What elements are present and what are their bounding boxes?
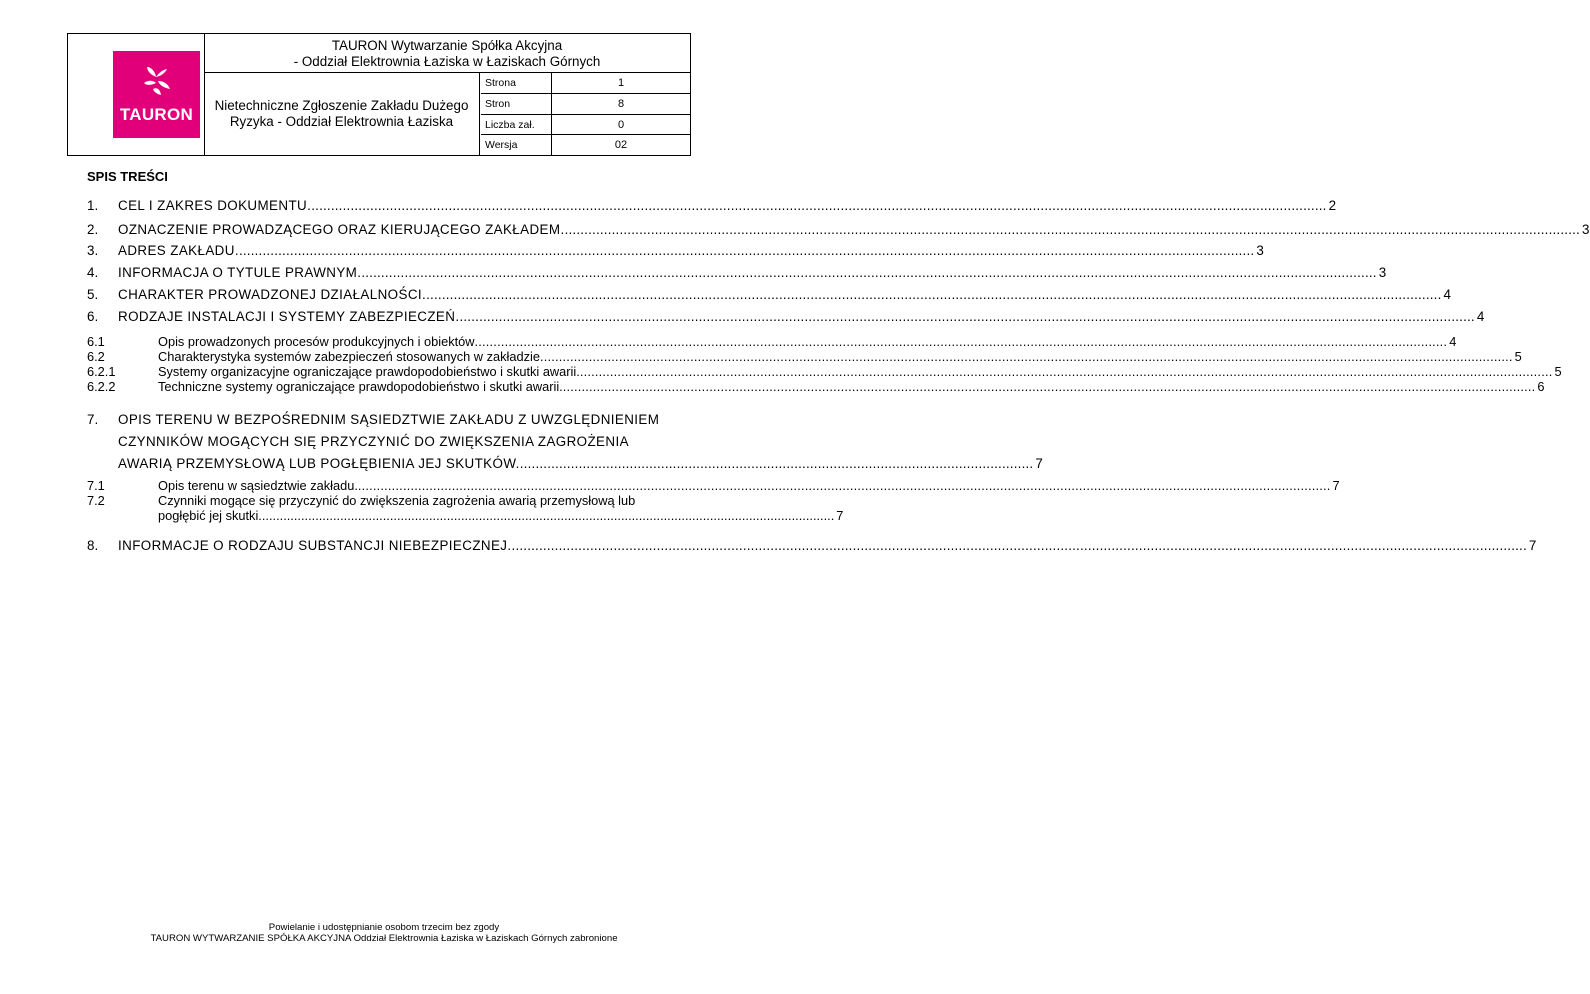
toc-page-number: 3 bbox=[1256, 243, 1265, 258]
toc-title: Opis prowadzonych procesów produkcyjnych i obiektów bbox=[158, 334, 475, 349]
footer-line-2: TAURON WYTWARZANIE SPÓŁKA AKCYJNA Oddział Elektrownia Łaziska w Łaziskach Górnych zabronione bbox=[150, 933, 618, 944]
footer-line-1: Powielanie i udostępnianie osobom trzecim bez zgody bbox=[268, 922, 500, 933]
toc-number: 4. bbox=[87, 265, 99, 280]
dot-leader bbox=[565, 222, 1580, 237]
dot-leader bbox=[540, 349, 1513, 364]
meta-label: Liczba zał. bbox=[481, 115, 552, 135]
toc-title-line: OPIS TERENU W BEZPOŚREDNIM SĄSIEDZTWIE ZAKŁADU Z UWZGLĘDNIENIEM bbox=[118, 412, 660, 427]
toc-number: 3. bbox=[87, 243, 99, 258]
toc-title: Charakterystyka systemów zabezpieczeń stosowanych w zakładzie bbox=[158, 349, 540, 364]
toc-number: 8. bbox=[87, 538, 99, 553]
toc-number: 6.2.1 bbox=[87, 364, 116, 379]
toc-entry-3[interactable] bbox=[87, 243, 1265, 260]
toc-page-number: 7 bbox=[836, 508, 844, 523]
toc-entry-8[interactable] bbox=[87, 538, 1537, 555]
document-title bbox=[204, 73, 480, 155]
toc-entry-7-1[interactable] bbox=[87, 478, 1340, 493]
toc-page-number: 4 bbox=[1449, 334, 1457, 349]
toc-number: 6. bbox=[87, 309, 99, 324]
meta-label: Stron bbox=[481, 94, 552, 114]
dot-leader bbox=[239, 243, 1254, 258]
toc-entry-6[interactable] bbox=[87, 309, 1485, 326]
toc-number: 2. bbox=[87, 222, 99, 237]
document-meta-table bbox=[481, 73, 690, 155]
toc-entry-7[interactable] bbox=[87, 412, 1044, 474]
meta-value: 8 bbox=[617, 98, 625, 110]
dot-leader: ................................................................................................................................................................. bbox=[261, 508, 835, 523]
toc-page-number: 7 bbox=[1035, 456, 1044, 471]
toc-title: ADRES ZAKŁADU. bbox=[118, 243, 239, 258]
dot-leader: ................................................................................................................................... bbox=[519, 456, 1034, 471]
toc-page-number: 5 bbox=[1554, 364, 1562, 379]
toc-page-number: 5 bbox=[1514, 349, 1522, 364]
tauron-mark-icon bbox=[138, 63, 176, 101]
toc-heading: SPIS TREŚCI bbox=[87, 169, 168, 184]
toc-page-number: 3 bbox=[1581, 222, 1590, 237]
toc-number: 7.2 bbox=[87, 493, 105, 508]
dot-leader bbox=[311, 198, 1326, 213]
company-line-1: TAURON Wytwarzanie Spółka Akcyjna bbox=[331, 38, 563, 53]
toc-title-line: CZYNNIKÓW MOGĄCYCH SIĘ PRZYCZYNIĆ DO ZWIĘKSZENIA ZAGROŻENIA bbox=[118, 434, 629, 449]
toc-page-number: 4 bbox=[1443, 287, 1452, 302]
toc-entry-6-2[interactable] bbox=[87, 349, 1522, 364]
toc-title: RODZAJE INSTALACJI I SYSTEMY ZABEZPIECZEŃ. bbox=[118, 309, 460, 324]
logo-wordmark: TAURON bbox=[119, 105, 194, 124]
meta-label: Strona bbox=[481, 73, 552, 93]
meta-row-strona bbox=[481, 73, 690, 93]
toc-number: 6.2 bbox=[87, 349, 105, 364]
dot-leader bbox=[563, 379, 1536, 394]
toc-page-number: 4 bbox=[1476, 309, 1485, 324]
dot-leader bbox=[475, 334, 1448, 349]
meta-label: Wersja bbox=[481, 135, 552, 155]
meta-value: 02 bbox=[614, 139, 628, 151]
page-footer bbox=[0, 922, 768, 944]
toc-entry-6-2-1[interactable] bbox=[87, 364, 1562, 379]
dot-leader bbox=[361, 265, 1376, 280]
toc-title: CEL I ZAKRES DOKUMENTU. bbox=[118, 198, 312, 213]
toc-page-number: 6 bbox=[1537, 379, 1545, 394]
logo-cell bbox=[68, 34, 205, 155]
toc-number: 1. bbox=[87, 198, 99, 213]
toc-entry-6-2-2[interactable] bbox=[87, 379, 1545, 394]
company-line-2: - Oddział Elektrownia Łaziska w Łaziskach Górnych bbox=[293, 54, 601, 69]
meta-row-liczba-zal bbox=[481, 114, 690, 135]
toc-entry-6-1[interactable] bbox=[87, 334, 1457, 349]
toc-number: 6.2.2 bbox=[87, 379, 116, 394]
toc-title: OZNACZENIE PROWADZĄCEGO ORAZ KIERUJĄCEGO ZAKŁADEM. bbox=[118, 222, 565, 237]
toc-page-number: 7 bbox=[1332, 478, 1340, 493]
toc-number: 6.1 bbox=[87, 334, 105, 349]
company-name bbox=[204, 34, 690, 73]
toc-title-line: pogłębić jej skutki. bbox=[158, 508, 262, 523]
toc-entry-7-2[interactable] bbox=[87, 493, 844, 523]
toc-title-line: AWARIĄ PRZEMYSŁOWĄ LUB POGŁĘBIENIA JEJ SKUTKÓW. bbox=[118, 456, 520, 471]
meta-row-wersja bbox=[481, 134, 690, 155]
toc-title: INFORMACJE O RODZAJU SUBSTANCJI NIEBEZPIECZNEJ. bbox=[118, 538, 512, 553]
dot-leader bbox=[426, 287, 1441, 302]
toc-title: Opis terenu w sąsiedztwie zakładu. bbox=[158, 478, 358, 493]
toc-title: CHARAKTER PROWADZONEJ DZIAŁALNOŚCI. bbox=[118, 287, 427, 302]
toc-entry-2[interactable] bbox=[87, 222, 1590, 239]
meta-value: 0 bbox=[617, 119, 625, 131]
dot-leader bbox=[459, 309, 1474, 324]
toc-page-number: 2 bbox=[1328, 198, 1337, 213]
toc-number: 5. bbox=[87, 287, 99, 302]
tauron-logo bbox=[113, 51, 200, 138]
toc-title: INFORMACJA O TYTULE PRAWNYM. bbox=[118, 265, 362, 280]
toc-page-number: 3 bbox=[1378, 265, 1387, 280]
dot-leader bbox=[580, 364, 1553, 379]
toc-title-line: Czynniki mogące się przyczynić do zwiększenia zagrożenia awarią przemysłową lub bbox=[158, 493, 636, 508]
toc-entry-4[interactable] bbox=[87, 265, 1387, 282]
meta-row-stron bbox=[481, 93, 690, 114]
meta-value: 1 bbox=[617, 77, 625, 89]
document-header bbox=[67, 33, 691, 156]
dot-leader bbox=[358, 478, 1331, 493]
toc-title: Systemy organizacyjne ograniczające prawdopodobieństwo i skutki awarii. bbox=[158, 364, 580, 379]
toc-page-number: 7 bbox=[1528, 538, 1537, 553]
toc-title: Techniczne systemy ograniczające prawdopodobieństwo i skutki awarii. bbox=[158, 379, 563, 394]
toc-entry-1[interactable] bbox=[87, 198, 1337, 215]
document-title-line-1: Nietechniczne Zgłoszenie Zakładu Dużego bbox=[214, 98, 469, 113]
dot-leader bbox=[512, 538, 1527, 553]
toc-number: 7. bbox=[87, 412, 99, 427]
toc-number: 7.1 bbox=[87, 478, 105, 493]
document-title-line-2: Ryzyka - Oddział Elektrownia Łaziska bbox=[229, 114, 454, 129]
toc-entry-5[interactable] bbox=[87, 287, 1452, 304]
